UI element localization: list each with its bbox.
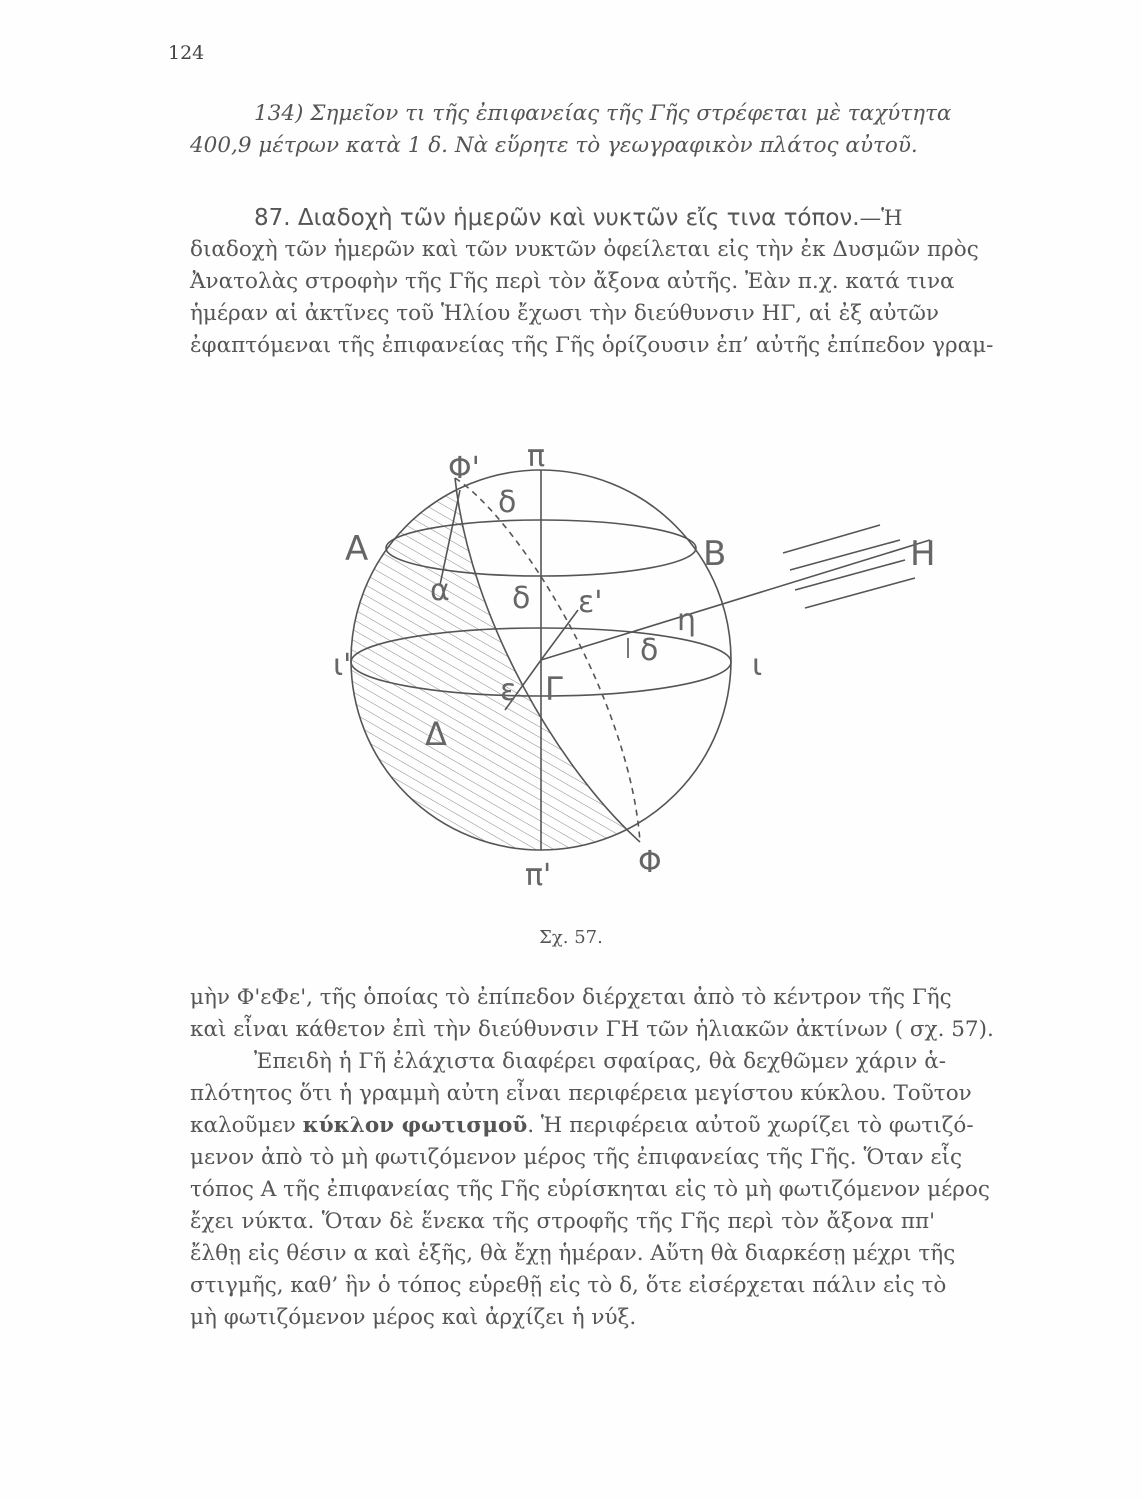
label-delta-mid: δ: [512, 581, 531, 616]
label-iota: ι: [752, 648, 763, 683]
label-alpha: α: [430, 573, 450, 608]
text-line: καὶ εἶναι κάθετον ἐπὶ τὴν διεύθυνσιν ΓΗ τῶν ἡλιακῶν ἀκτίνων ( σχ. 57).: [190, 1017, 994, 1042]
text-line: διαδοχὴ τῶν ἡμερῶν καὶ τῶν νυκτῶν ὀφείλεται εἰς τὴν ἐκ Δυσμῶν πρὸς: [190, 237, 979, 262]
label-B: Β: [703, 534, 727, 574]
text-line: μενον ἀπὸ τὸ μὴ φωτιζόμενον μέρος τῆς ἐπιφανείας τῆς Γῆς. Ὅταν εἷς: [190, 1145, 963, 1170]
text-line: πλότητος ὅτι ἡ γραμμὴ αὐτη εἶναι περιφέρεια μεγίστου κύκλου. Τοῦτον: [190, 1081, 972, 1106]
figure-caption: Σχ. 57.: [539, 927, 603, 948]
text-line: Ἀνατολὰς στροφὴν τῆς Γῆς περὶ τὸν ἄξονα αὐτῆς. Ἐὰν π.χ. κατά τινα: [190, 269, 955, 294]
text-line: ἐφαπτόμεναι τῆς ἐπιφανείας τῆς Γῆς ὁρίζουσιν ἐπ’ αὐτῆς ἐπίπεδον γραμ-: [190, 333, 994, 358]
text-line: μὴ φωτιζόμενον μέρος καὶ ἀρχίζει ἡ νύξ.: [190, 1305, 637, 1330]
text-line: Ἐπειδὴ ἡ Γῆ ἐλάχιστα διαφέρει σφαίρας, θὰ δεχθῶμεν χάριν ἁ-: [254, 1049, 946, 1074]
label-pi-prime: π': [525, 858, 552, 893]
page-number: 124: [168, 42, 205, 64]
text-line: ἔλθῃ εἰς θέσιν α καὶ ἑξῆς, θὰ ἔχῃ ἡμέραν. Αὕτη θὰ διαρκέσῃ μέχρι τῆς: [190, 1241, 956, 1266]
text-line: [190, 1110, 974, 1142]
text-line: τόπος Α τῆς ἐπιφανείας τῆς Γῆς εὑρίσκηται εἰς τὸ μὴ φωτιζόμενον μέρος: [190, 1177, 990, 1202]
text-line: ἔχει νύκτα. Ὅταν δὲ ἕνεκα τῆς στροφῆς τῆς Γῆς περὶ τὸν ἄξονα ππ': [190, 1209, 935, 1234]
label-delta-angle: δ: [640, 633, 659, 668]
label-phi: Φ: [638, 845, 662, 880]
text-line: 400,9 μέτρων κατὰ 1 δ. Νὰ εὕρητε τὸ γεωγραφικὸν πλάτος αὐτοῦ.: [190, 133, 918, 158]
label-pi: π: [527, 439, 546, 474]
label-iota-prime: ι': [333, 648, 352, 683]
label-delta-top: δ: [498, 485, 517, 520]
text-line: στιγμῆς, καθ’ ἣν ὁ τόπος εὑρεθῇ εἰς τὸ δ, ὅτε εἰσέρχεται πάλιν εἰς τὸ: [190, 1273, 947, 1298]
radius-eps-prime: [541, 610, 578, 660]
body-text: [190, 982, 994, 1334]
label-gamma: Γ: [545, 670, 563, 708]
label-epsilon-prime: ε': [578, 585, 603, 620]
label-eta: η: [677, 603, 697, 638]
text-fragment: . Ἡ περιφέρεια αὐτοῦ χωρίζει τὸ φωτιζό-: [527, 1113, 974, 1138]
section-heading: 87. Διαδοχὴ τῶν ἡμερῶν καὶ νυκτῶν εἴς τινα τόπον.: [254, 205, 860, 231]
text-line: 134) Σημεῖον τι τῆς ἐπιφανείας τῆς Γῆς στρέφεται μὲ ταχύτητα: [254, 101, 952, 126]
label-A: Α: [345, 529, 369, 569]
label-H: Η: [910, 534, 936, 574]
term-kyklos-fotismou: κύκλον φωτισμοῦ: [302, 1113, 528, 1138]
text-fragment: —Ἡ: [859, 206, 903, 231]
label-epsilon: ε: [500, 673, 517, 708]
text-line: μὴν Φ'εΦε', τῆς ὁποίας τὸ ἐπίπεδον διέρχεται ἀπὸ τὸ κέντρον τῆς Γῆς: [190, 985, 952, 1010]
night-hemisphere: [343, 478, 640, 864]
text-line: ἡμέραν αἱ ἀκτῖνες τοῦ Ἡλίου ἔχωσι τὴν διεύθυνσιν ΗΓ, αἱ ἐξ αὐτῶν: [190, 301, 939, 326]
text-fragment: καλοῦμεν: [190, 1113, 296, 1138]
label-Delta: Δ: [425, 715, 447, 753]
label-phi-prime: Φ': [448, 451, 480, 486]
